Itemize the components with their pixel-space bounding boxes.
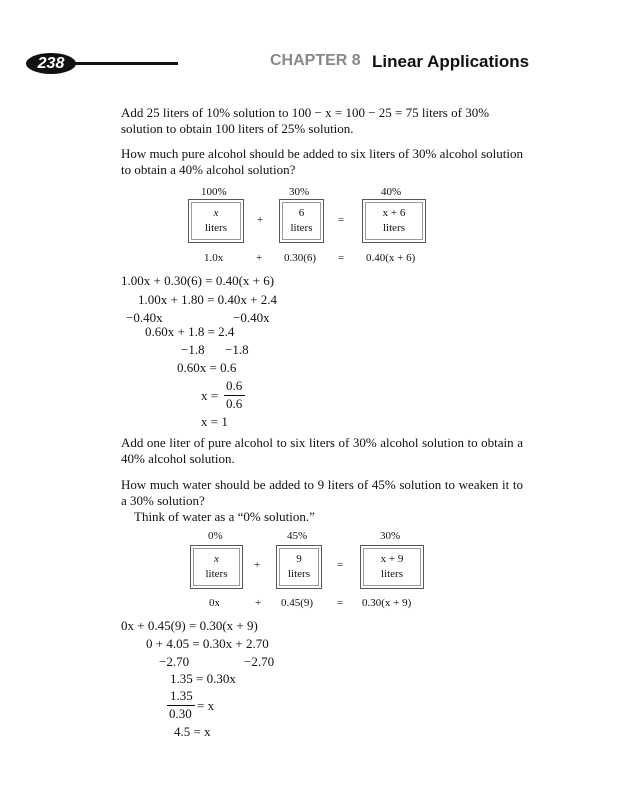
p2-pct-right: 30% <box>380 530 401 542</box>
problem1-question: How much pure alcohol should be added to six liters of 30% alcohol solution to obtain a 40% alcohol solution? <box>121 146 523 177</box>
p2-box-left <box>190 545 243 589</box>
p2-box-mid-bottom: liters <box>288 568 310 580</box>
intro-line-1: Add 25 liters of 10% solution to 100 − x = 100 − 25 = 75 liters of 30% <box>121 105 490 120</box>
p1-frac-num: 0.6 <box>226 378 243 393</box>
p2-row-left: 0x <box>209 597 220 609</box>
p2-result: 4.5 = x <box>174 724 211 739</box>
p1-row-right: 0.40(x + 6) <box>366 252 416 264</box>
p2-box-right-bottom: liters <box>381 568 403 580</box>
p2-row-right: 0.30(x + 9) <box>362 597 412 609</box>
p1-step-1: 1.00x + 0.30(6) = 0.40(x + 6) <box>121 273 275 288</box>
p2-row-plus: + <box>255 597 262 609</box>
chapter-title: Linear Applications <box>372 52 530 71</box>
p2-row-equals: = <box>337 597 344 609</box>
p1-box-mid-top: 6 <box>298 207 305 219</box>
p2-pct-mid: 45% <box>287 530 308 542</box>
p1-frac-lhs: x = <box>201 388 219 403</box>
intro-line-2: solution to obtain 100 liters of 25% solution. <box>121 121 354 136</box>
problem2-question: How much water should be added to 9 liters of 45% solution to weaken it to a 30% solution? <box>121 477 523 508</box>
p2-box-mid <box>276 545 322 589</box>
p2-step-3b: −2.70 <box>244 654 275 669</box>
p2-frac-den: 0.30 <box>169 706 192 721</box>
p2-box-left-bottom: liters <box>205 568 228 580</box>
p2-box-left-top: x <box>214 553 219 565</box>
p2-pct-left: 0% <box>208 530 223 542</box>
p2-box-mid-top: 9 <box>296 553 302 565</box>
p1-step-3a: −0.40x <box>126 310 163 325</box>
p1-pct-right: 40% <box>381 186 402 198</box>
p1-box-right-bottom: liters <box>383 222 405 234</box>
p1-pct-left: 100% <box>201 186 227 198</box>
p1-step-3b: −0.40x <box>233 310 270 325</box>
p2-plus: + <box>254 559 261 571</box>
problem2-hint: Think of water as a “0% solution.” <box>134 509 315 524</box>
p1-box-right <box>362 199 426 243</box>
p2-step-4: 1.35 = 0.30x <box>170 671 236 686</box>
p1-row-mid: 0.30(6) <box>284 252 317 264</box>
p1-box-right-top: x + 6 <box>382 207 406 219</box>
p2-box-right <box>360 545 424 589</box>
p1-pct-mid: 30% <box>289 186 310 198</box>
p1-step-5a: −1.8 <box>181 342 205 357</box>
p2-row-mid: 0.45(9) <box>281 597 314 609</box>
chapter-label: CHAPTER 8 <box>270 52 361 69</box>
p1-box-left-bottom: liters <box>205 222 227 234</box>
p2-step-3a: −2.70 <box>159 654 190 669</box>
p1-result: x = 1 <box>201 414 228 429</box>
p1-step-5b: −1.8 <box>225 342 249 357</box>
p2-frac-num: 1.35 <box>170 688 193 703</box>
p1-step-2: 1.00x + 1.80 = 0.40x + 2.4 <box>138 292 277 307</box>
p1-box-mid-bottom: liters <box>290 222 313 234</box>
p1-frac-den: 0.6 <box>226 396 243 411</box>
page-number-badge: 238 <box>26 53 76 74</box>
p2-equals: = <box>337 559 344 571</box>
p2-step-1: 0x + 0.45(9) = 0.30(x + 9) <box>121 618 258 633</box>
p1-row-equals: = <box>338 252 345 264</box>
p1-box-left-top: x <box>213 207 219 219</box>
p2-box-right-top: x + 9 <box>380 553 404 565</box>
p1-row-left: 1.0x <box>204 252 224 264</box>
p1-step-4: 0.60x + 1.8 = 2.4 <box>145 324 235 339</box>
p2-frac-rhs: = x <box>197 698 215 713</box>
header-rule <box>70 62 178 65</box>
p1-step-6: 0.60x = 0.6 <box>177 360 237 375</box>
p1-equals: = <box>338 214 345 226</box>
p1-box-mid <box>279 199 324 243</box>
p2-step-2: 0 + 4.05 = 0.30x + 2.70 <box>146 636 269 651</box>
p1-row-plus: + <box>256 252 263 264</box>
p1-box-left <box>188 199 244 243</box>
p1-plus: + <box>257 214 264 226</box>
problem1-answer: Add one liter of pure alcohol to six liters of 30% alcohol solution to obtain a 40% alcohol solution. <box>121 435 523 466</box>
